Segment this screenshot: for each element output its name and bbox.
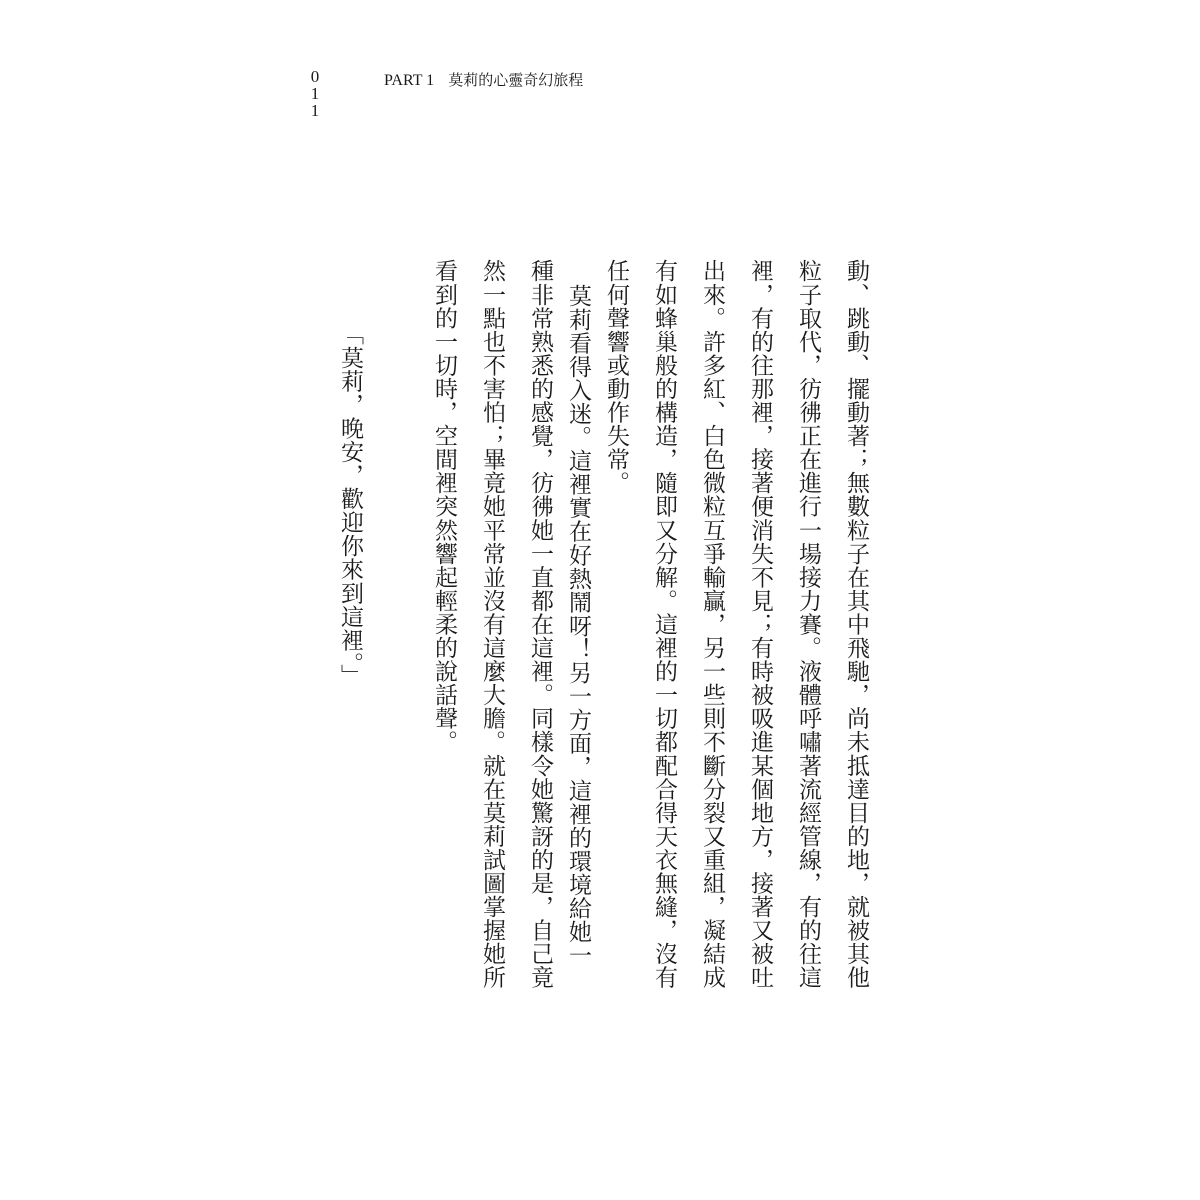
page-number-digit: 0 — [310, 67, 320, 86]
page-number-digit: 1 — [310, 101, 320, 120]
page-number-digit: 1 — [310, 84, 320, 103]
part-label: PART 1 — [384, 72, 435, 89]
dialogue-text-column: 「莫莉，晚安，歡迎你來到這裡。」 — [337, 322, 363, 688]
body-text-column: 種非常熟悉的感覺，彷彿她一直都在這裡。同樣令她驚訝的是，自己竟 — [527, 259, 553, 990]
page-number — [307, 68, 323, 119]
chapter-title: 莫莉的心靈奇幻旅程 — [448, 71, 584, 89]
body-text-column: 看到的一切時，空間裡突然響起輕柔的說話聲。 — [431, 259, 457, 754]
body-text-column: 動、跳動、擺動著；無數粒子在其中飛馳，尚未抵達目的地，就被其他 — [843, 259, 869, 990]
running-header — [384, 70, 583, 91]
body-text-column: 然一點也不害怕；畢竟她平常並沒有這麼大膽。就在莫莉試圖掌握她所 — [479, 259, 505, 990]
body-text-column: 裡，有的往那裡，接著便消失不見；有時被吸進某個地方，接著又被吐 — [747, 259, 773, 990]
body-text-column: 任何聲響或動作失常。 — [603, 259, 629, 495]
body-text-column: 莫莉看得入迷。這裡實在好熱鬧呀！另一方面，這裡的環境給她一 — [565, 284, 591, 967]
body-text-column: 有如蜂巢般的構造，隨即又分解。這裡的一切都配合得天衣無縫，沒有 — [651, 259, 677, 990]
body-text-column: 粒子取代，彷彿正在進行一場接力賽。液體呼嘯著流經管線，有的往這 — [795, 259, 821, 990]
body-text-column: 出來。許多紅、白色微粒互爭輸贏，另一些則不斷分裂又重組，凝結成 — [699, 259, 725, 990]
